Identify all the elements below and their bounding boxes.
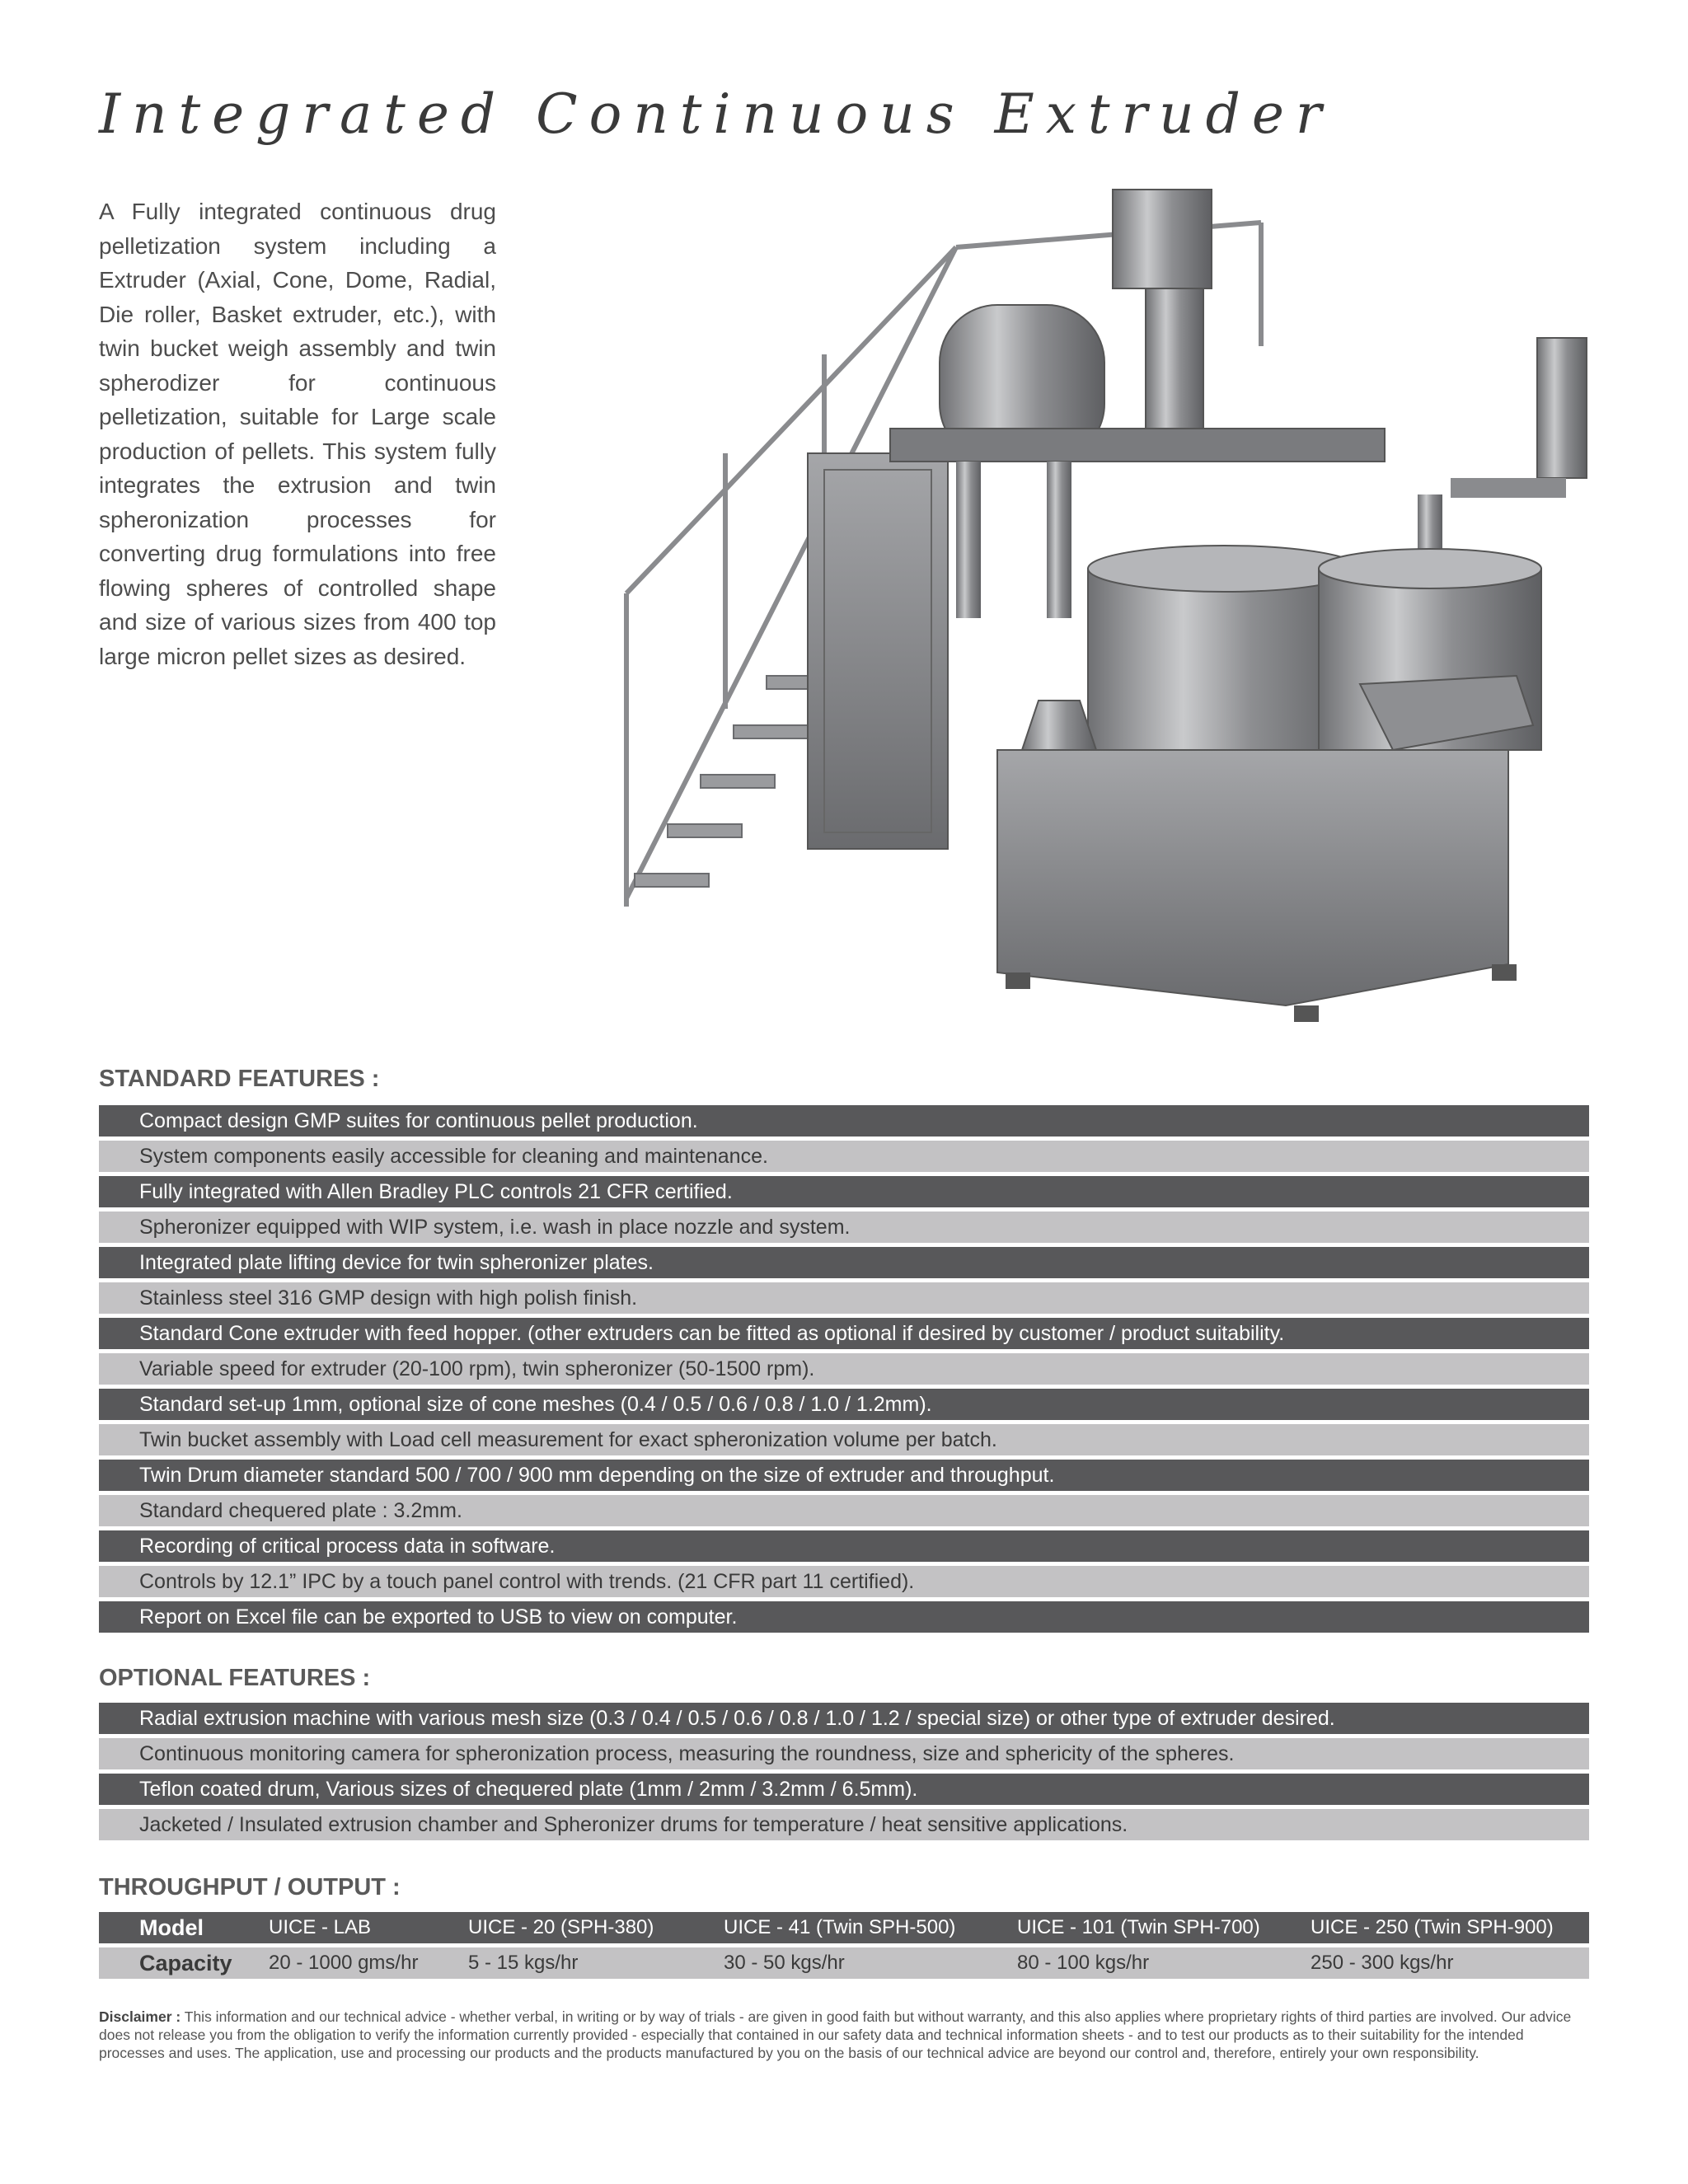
list-item: Fully integrated with Allen Bradley PLC controls 21 CFR certified. <box>99 1176 1589 1207</box>
table-row <box>99 1912 1589 1943</box>
table-cell: 5 - 15 kgs/hr <box>468 1952 579 1974</box>
list-item: Standard set-up 1mm, optional size of cone meshes (0.4 / 0.5 / 0.6 / 0.8 / 1.0 / 1.2mm). <box>99 1389 1589 1420</box>
table-cell: UICE - 20 (SPH-380) <box>468 1916 654 1938</box>
list-item: Jacketed / Insulated extrusion chamber and Spheronizer drums for temperature / heat sensitive applications. <box>99 1809 1589 1840</box>
standard-features-list <box>99 1105 1589 1637</box>
throughput-heading: THROUGHPUT / OUTPUT : <box>99 1874 401 1900</box>
table-cell: 80 - 100 kgs/hr <box>1017 1952 1150 1974</box>
list-item: Compact design GMP suites for continuous pellet production. <box>99 1105 1589 1137</box>
list-item: System components easily accessible for cleaning and maintenance. <box>99 1141 1589 1172</box>
list-item: Report on Excel file can be exported to USB to view on computer. <box>99 1601 1589 1633</box>
disclaimer-text: This information and our technical advice - whether verbal, in writing or by way of trials - are given in good faith but without warranty, and this also applies where proprietary rights of third parties are involved. Our advice does not release you from the obligation to verify the information currently provided - especially that contained in our safety data and technical information sheets - and to test our products as to their suitability for the intended processes and uses. The application, use and processing our products and the products manufactured by you on the basis of our technical advice are beyond our control and, therefore, entirely your own responsibility. <box>99 2008 1572 2061</box>
list-item: Twin bucket assembly with Load cell measurement for exact spheronization volume per batch. <box>99 1424 1589 1455</box>
list-item: Teflon coated drum, Various sizes of chequered plate (1mm / 2mm / 3.2mm / 6.5mm). <box>99 1774 1589 1805</box>
table-cell: UICE - LAB <box>269 1916 372 1938</box>
table-row <box>99 1947 1589 1979</box>
list-item: Radial extrusion machine with various mesh size (0.3 / 0.4 / 0.5 / 0.6 / 0.8 / 1.0 / 1.2 / special size) or other type of extruder desired. <box>99 1703 1589 1734</box>
table-cell: 250 - 300 kgs/hr <box>1311 1952 1454 1974</box>
table-cell: 20 - 1000 gms/hr <box>269 1952 419 1974</box>
optional-features-list <box>99 1703 1589 1844</box>
list-item: Spheronizer equipped with WIP system, i.e. wash in place nozzle and system. <box>99 1212 1589 1243</box>
list-item: Standard chequered plate : 3.2mm. <box>99 1495 1589 1526</box>
table-cell: UICE - 250 (Twin SPH-900) <box>1311 1916 1554 1938</box>
list-item: Stainless steel 316 GMP design with high polish finish. <box>99 1282 1589 1314</box>
machine-photo <box>577 181 1599 1047</box>
list-item: Variable speed for extruder (20-100 rpm), twin spheronizer (50-1500 rpm). <box>99 1353 1589 1385</box>
list-item: Recording of critical process data in software. <box>99 1530 1589 1562</box>
model-label: Model <box>139 1915 204 1940</box>
list-item: Integrated plate lifting device for twin spheronizer plates. <box>99 1247 1589 1278</box>
list-item: Standard Cone extruder with feed hopper. (other extruders can be fitted as optional if desired by customer / product suitability. <box>99 1318 1589 1349</box>
table-cell: UICE - 101 (Twin SPH-700) <box>1017 1916 1260 1938</box>
intro-paragraph: A Fully integrated continuous drug pelletization system including a Extruder (Axial, Cone, Dome, Radial, Die roller, Basket extruder, etc.), with twin bucket weigh assembly and twin spherodizer for continuous pelletization, suitable for Large scale production of pellets. This system fully integrates the extrusion and twin spheronization processes for converting drug formulations into free flowing spheres of controlled shape and size of various sizes from 400 top large micron pellet sizes as desired. <box>99 199 496 669</box>
throughput-table <box>99 1912 1589 1983</box>
page-title: Integrated Continuous Extruder <box>99 82 1334 146</box>
list-item: Continuous monitoring camera for spheronization process, measuring the roundness, size and sphericity of the spheres. <box>99 1738 1589 1769</box>
standard-features-heading: STANDARD FEATURES : <box>99 1066 380 1092</box>
table-cell: 30 - 50 kgs/hr <box>724 1952 845 1974</box>
table-cell: UICE - 41 (Twin SPH-500) <box>724 1916 956 1938</box>
disclaimer <box>99 2008 1589 2062</box>
list-item: Controls by 12.1” IPC by a touch panel control with trends. (21 CFR part 11 certified). <box>99 1566 1589 1597</box>
list-item: Twin Drum diameter standard 500 / 700 / 900 mm depending on the size of extruder and throughput. <box>99 1460 1589 1491</box>
capacity-label: Capacity <box>139 1950 232 1975</box>
disclaimer-label: Disclaimer : <box>99 2008 181 2025</box>
optional-features-heading: OPTIONAL FEATURES : <box>99 1665 371 1691</box>
